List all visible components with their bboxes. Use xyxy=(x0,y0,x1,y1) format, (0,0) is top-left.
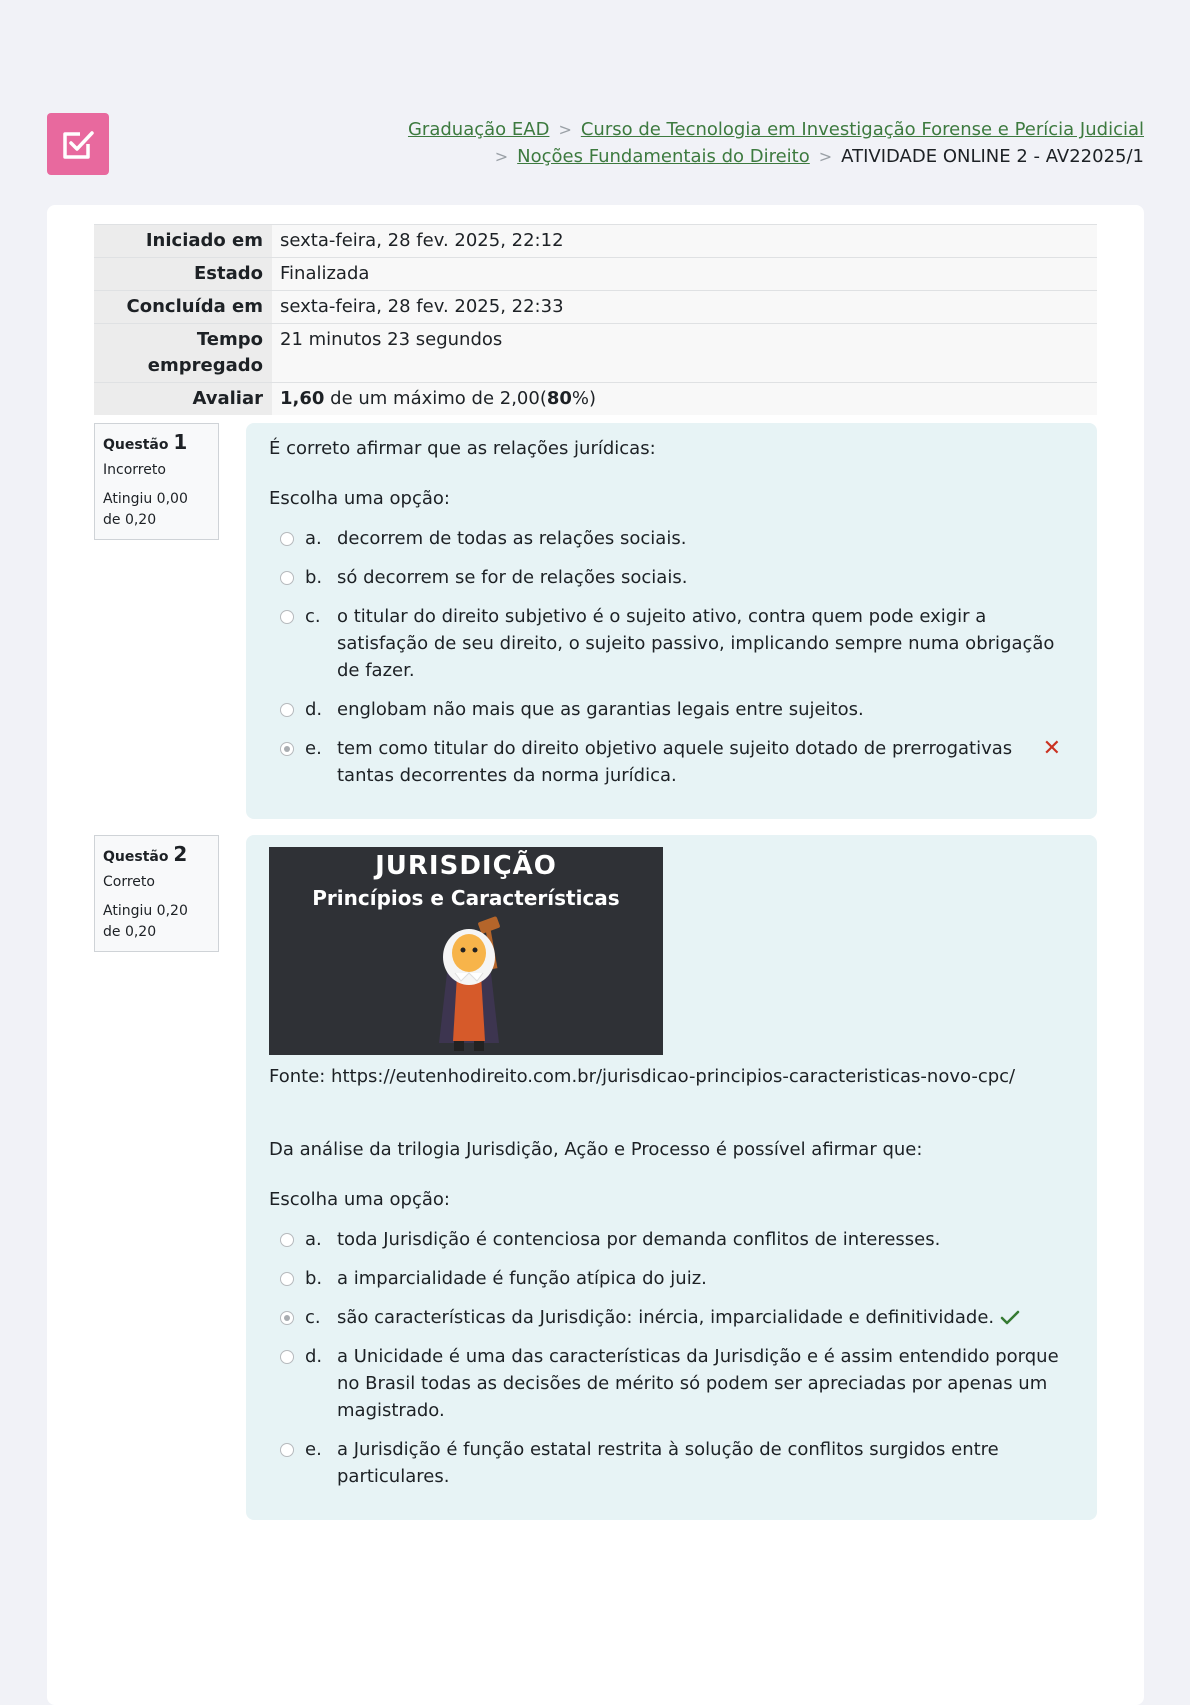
summary-value: sexta-feira, 28 fev. 2025, 22:12 xyxy=(272,225,1097,258)
radio-button[interactable] xyxy=(280,703,294,717)
checkbox-edit-icon xyxy=(58,124,98,164)
grade-middle: de um máximo de 2,00( xyxy=(324,388,547,409)
option-text-content: são características da Jurisdição: inércia, imparcialidade e definitividade. xyxy=(337,1307,995,1328)
summary-value: sexta-feira, 28 fev. 2025, 22:33 xyxy=(272,291,1097,324)
chevron-right-icon: > xyxy=(558,120,572,139)
option-letter: e. xyxy=(305,1439,322,1460)
radio-button[interactable] xyxy=(280,610,294,624)
answer-option[interactable] xyxy=(269,597,1073,690)
breadcrumb-link-disciplina[interactable]: Noções Fundamentais do Direito xyxy=(517,146,810,167)
question-image xyxy=(269,847,663,1055)
option-text xyxy=(337,1304,1073,1331)
answer-option[interactable] xyxy=(269,1337,1073,1430)
radio-button[interactable] xyxy=(280,1350,294,1364)
answer-option[interactable] xyxy=(269,1430,1073,1496)
grade-score: 1,60 xyxy=(280,388,325,409)
summary-label: Iniciado em xyxy=(94,225,272,258)
summary-row-grade xyxy=(94,383,1097,416)
question-mark-line: de 0,20 xyxy=(103,512,157,528)
option-letter: d. xyxy=(305,1346,323,1367)
option-letter: c. xyxy=(305,606,321,627)
question-info xyxy=(94,835,219,952)
option-text: tem como titular do direito objetivo aquele sujeito dotado de prerrogativas tantas decorrentes da norma jurídica. xyxy=(337,738,1013,786)
question-num: 1 xyxy=(173,430,188,454)
question-mark-line: de 0,20 xyxy=(103,924,157,940)
option-text: só decorrem se for de relações sociais. xyxy=(337,567,688,588)
attempt-summary xyxy=(94,224,1097,415)
summary-label-line: empregado xyxy=(147,355,263,376)
option-text: a Jurisdição é função estatal restrita à solução de conflitos surgidos entre particulares. xyxy=(337,1439,999,1487)
question-mark-line: Atingiu 0,20 xyxy=(103,903,188,919)
summary-row-started xyxy=(94,225,1097,258)
question-label: Questão xyxy=(103,437,169,453)
option-letter: a. xyxy=(305,1229,322,1250)
breadcrumb-current: ATIVIDADE ONLINE 2 - AV22025/1 xyxy=(841,146,1144,167)
summary-value: 21 minutos 23 segundos xyxy=(272,324,1097,383)
answer-option-selected[interactable] xyxy=(269,729,1073,795)
radio-button-selected[interactable] xyxy=(280,742,294,756)
breadcrumb xyxy=(344,116,1144,170)
question-number xyxy=(103,844,210,868)
choose-instruction: Escolha uma opção: xyxy=(269,1189,450,1210)
judge-illustration-icon xyxy=(409,913,529,1055)
option-letter: c. xyxy=(305,1307,321,1328)
summary-value: Finalizada xyxy=(272,258,1097,291)
option-text: a Unicidade é uma das características da Jurisdição e é assim entendido porque no Brasil todas as decisões de mérito só podem ser apreciadas por apenas um magistrado. xyxy=(337,1346,1059,1421)
option-text: decorrem de todas as relações sociais. xyxy=(337,528,687,549)
radio-button[interactable] xyxy=(280,1443,294,1457)
radio-button-selected[interactable] xyxy=(280,1311,294,1325)
answer-option[interactable] xyxy=(269,1220,1073,1259)
question-text: Da análise da trilogia Jurisdição, Ação e Processo é possível afirmar que: xyxy=(269,1139,923,1160)
question-state: Incorreto xyxy=(103,462,166,478)
grade-percent: 80 xyxy=(546,388,572,409)
option-letter: a. xyxy=(305,528,322,549)
question-number xyxy=(103,432,210,456)
summary-label xyxy=(94,324,272,383)
check-icon xyxy=(1000,1310,1020,1326)
radio-button[interactable] xyxy=(280,532,294,546)
breadcrumb-link-curso[interactable]: Curso de Tecnologia em Investigação Forense e Perícia Judicial xyxy=(580,119,1144,140)
answer-option[interactable] xyxy=(269,519,1073,558)
chevron-right-icon: > xyxy=(818,147,833,166)
option-letter: e. xyxy=(305,738,322,759)
option-text: o titular do direito subjetivo é o sujeito ativo, contra quem pode exigir a satisfação de seu direito, o sujeito passivo, implicando sempre numa obrigação de fazer. xyxy=(337,606,1055,681)
question-state: Correto xyxy=(103,874,155,890)
image-source: Fonte: https://eutenhodireito.com.br/jurisdicao-principios-caracteristicas-novo-cpc/ xyxy=(269,1066,1016,1087)
chevron-right-icon: > xyxy=(494,147,509,166)
summary-row-time xyxy=(94,324,1097,383)
site-logo[interactable] xyxy=(47,113,109,175)
question-mark xyxy=(103,901,210,943)
question-content xyxy=(246,835,1097,1520)
summary-label-line: Tempo xyxy=(196,329,263,350)
radio-button[interactable] xyxy=(280,571,294,585)
option-letter: d. xyxy=(305,699,323,720)
breadcrumb-link-graduacao[interactable]: Graduação EAD xyxy=(407,119,550,140)
question-label: Questão xyxy=(103,849,169,865)
answer-option[interactable] xyxy=(269,690,1073,729)
grade-end: %) xyxy=(571,388,597,409)
question-num: 2 xyxy=(173,842,188,866)
option-text: toda Jurisdição é contenciosa por demanda conflitos de interesses. xyxy=(337,1229,941,1250)
option-text: englobam não mais que as garantias legais entre sujeitos. xyxy=(337,699,864,720)
radio-button[interactable] xyxy=(280,1233,294,1247)
cross-icon: ✕ xyxy=(1042,736,1061,761)
option-text: a imparcialidade é função atípica do juiz. xyxy=(337,1268,707,1289)
summary-label: Estado xyxy=(94,258,272,291)
summary-value xyxy=(272,383,1097,416)
radio-button[interactable] xyxy=(280,1272,294,1286)
choose-instruction: Escolha uma opção: xyxy=(269,488,450,509)
answer-option[interactable] xyxy=(269,558,1073,597)
option-letter: b. xyxy=(305,1268,323,1289)
image-title: JURISDIÇÃO xyxy=(375,851,557,881)
option-letter: b. xyxy=(305,567,323,588)
main-content xyxy=(47,205,1144,1705)
summary-row-completed xyxy=(94,291,1097,324)
question-content xyxy=(246,423,1097,819)
question-mark-line: Atingiu 0,00 xyxy=(103,491,188,507)
answer-option[interactable] xyxy=(269,1259,1073,1298)
summary-label: Avaliar xyxy=(94,383,272,416)
question-mark xyxy=(103,489,210,531)
image-subtitle: Princípios e Características xyxy=(312,886,620,910)
question-text: É correto afirmar que as relações jurídicas: xyxy=(269,438,656,459)
summary-row-state xyxy=(94,258,1097,291)
question-info xyxy=(94,423,219,540)
answer-option-selected[interactable] xyxy=(269,1298,1073,1337)
summary-label: Concluída em xyxy=(94,291,272,324)
